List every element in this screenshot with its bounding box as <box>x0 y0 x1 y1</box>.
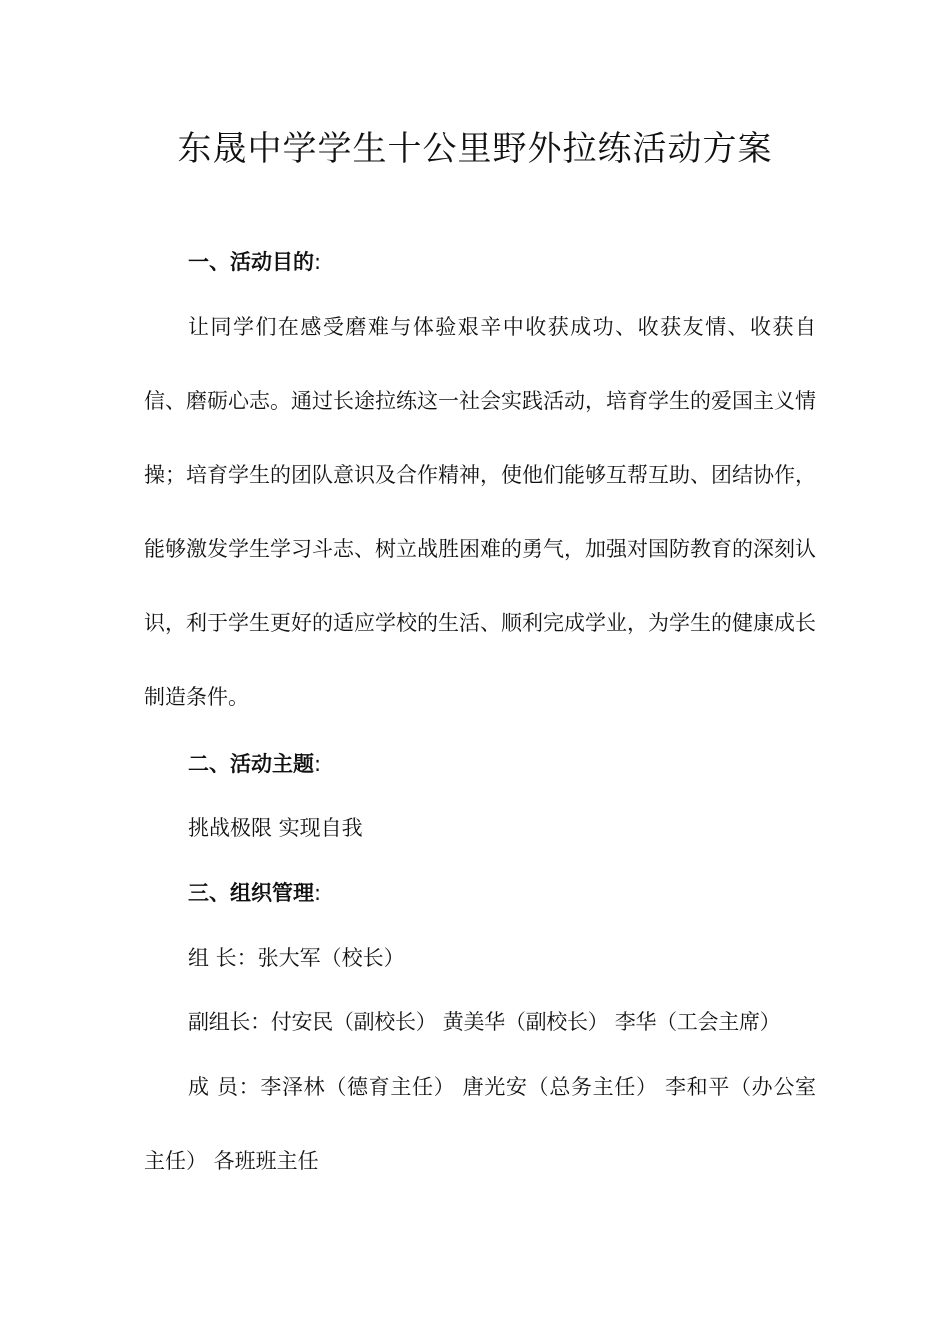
section-1-colon: : <box>314 250 322 274</box>
section-2-colon: : <box>314 752 322 776</box>
section-3-members: 成 员：李泽林（德育主任） 唐光安（总务主任） 李和平（办公室主任） 各班班主任 <box>144 1075 816 1173</box>
section-2-body: 挑战极限 实现自我 <box>188 816 363 840</box>
section-1-heading-line <box>144 225 816 299</box>
section-3-leader: 组 长：张大军（校长） <box>188 946 405 970</box>
section-3-deputy: 副组长：付安民（副校长） 黄美华（副校长） 李华（工会主席） <box>188 1010 781 1034</box>
section-3-colon: : <box>314 881 322 905</box>
section-3-heading: 三、组织管理 <box>188 881 314 905</box>
section-1-heading: 一、活动目的 <box>188 250 314 274</box>
section-2-heading-line <box>144 727 816 801</box>
section-2-heading: 二、活动主题 <box>188 752 314 776</box>
document-title: 东晟中学学生十公里野外拉练活动方案 <box>177 129 773 169</box>
section-1-body: 让同学们在感受磨难与体验艰辛中收获成功、收获友情、收获自信、磨砺心志。通过长途拉练这一社会实践活动，培育学生的爱国主义情操；培育学生的团队意识及合作精神，使他们能够互帮互助、团结协作，能够激发学生学习斗志、树立战胜困难的勇气，加强对国防教育的深刻认识，利于学生更好的适应学校的生活、顺利完成学业，为学生的健康成长制造条件。 <box>144 315 816 709</box>
section-3-heading-line <box>144 856 816 930</box>
